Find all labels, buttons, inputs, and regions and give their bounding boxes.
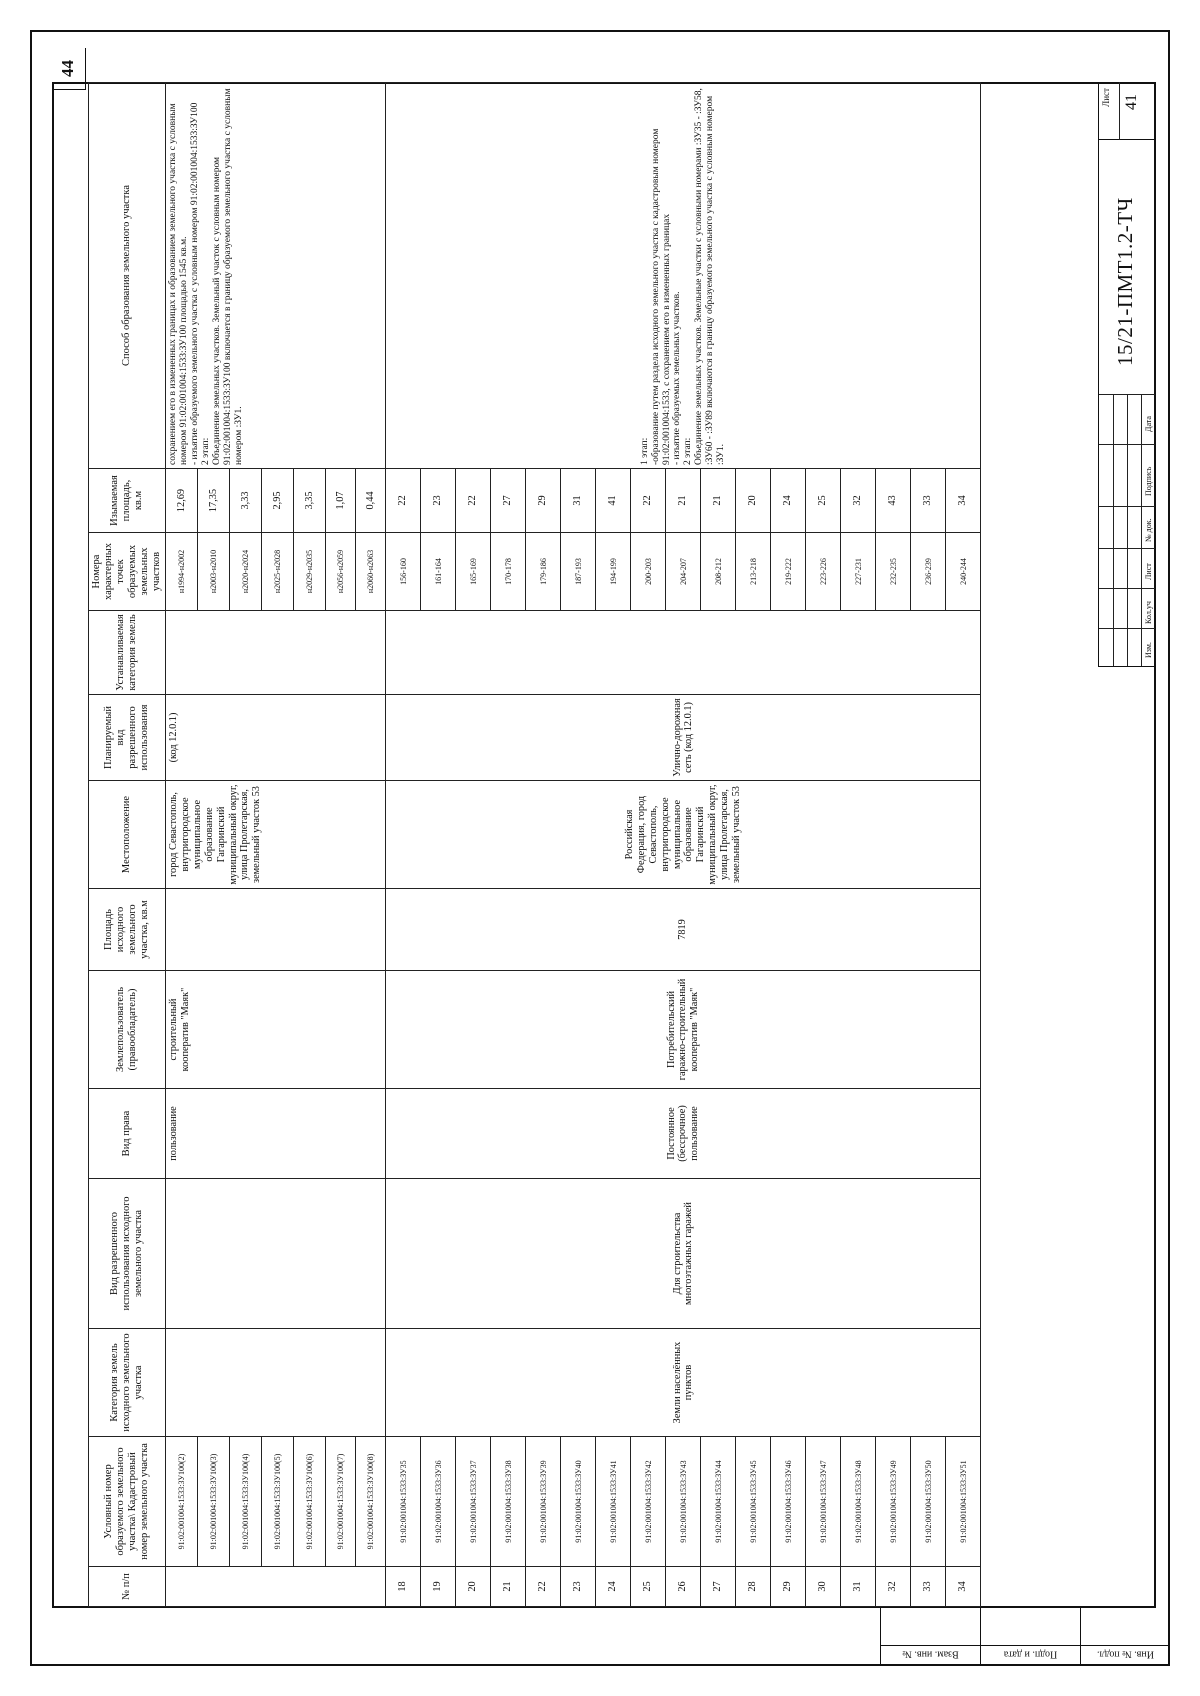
points-cell: н2020-н2024 bbox=[230, 533, 262, 611]
header-cell: Условный номер образуемого земельного участка\ Кадастровый номер земельного участка bbox=[89, 1437, 166, 1567]
header-cell: Местоположение bbox=[89, 781, 166, 889]
points-cell: 240-244 bbox=[946, 533, 981, 611]
source-area-cell bbox=[166, 889, 386, 971]
row-number-cell: 32 bbox=[876, 1567, 911, 1607]
target-category-cell bbox=[166, 611, 386, 695]
document-code: 15/21-ПМТ1.2-ТЧ bbox=[1113, 197, 1137, 366]
row-number-cell: 22 bbox=[526, 1567, 561, 1607]
sheet-cell-line bbox=[1119, 82, 1120, 140]
cadastral-cell: 91:02:001004:1533:ЗУ46 bbox=[771, 1437, 806, 1567]
row-number-cell: 21 bbox=[491, 1567, 526, 1607]
header-cell: Вид права bbox=[89, 1089, 166, 1179]
header-cell: Площадь исходного земельного участка, кв.м bbox=[89, 889, 166, 971]
cadastral-cell: 91:02:001004:1533:ЗУ51 bbox=[946, 1437, 981, 1567]
use-cell bbox=[166, 1179, 386, 1329]
stamp-label-doc: № док. bbox=[1144, 518, 1153, 542]
points-cell: 187-193 bbox=[561, 533, 596, 611]
points-cell: н2056-н2059 bbox=[326, 533, 356, 611]
planned-use-cell: Улично-дорожная сеть (код 12.0.1) bbox=[386, 695, 981, 781]
sheet-number: 41 bbox=[1123, 94, 1140, 110]
cadastral-cell: 91:02:001004:1533:ЗУ45 bbox=[736, 1437, 771, 1567]
points-cell: 219-222 bbox=[771, 533, 806, 611]
row-number-cell: 27 bbox=[701, 1567, 736, 1607]
user-cell: строительный кооператив "Маяк" bbox=[166, 971, 386, 1089]
header-cell: Категория земель исходного земельного участка bbox=[89, 1329, 166, 1437]
user-cell: Потребительский гаражно-строительный кооператив "Маяк" bbox=[386, 971, 981, 1089]
area-cell: 20 bbox=[736, 469, 771, 533]
row-number-cell: 20 bbox=[456, 1567, 491, 1607]
table-row bbox=[386, 83, 421, 1607]
stamp-row-line bbox=[1127, 394, 1128, 666]
points-cell: н1994-н2002 bbox=[166, 533, 198, 611]
area-cell: 31 bbox=[561, 469, 596, 533]
cadastral-cell: 91:02:001004:1533:ЗУ40 bbox=[561, 1437, 596, 1567]
cadastral-cell: 91:02:001004:1533:ЗУ100(2) bbox=[166, 1437, 198, 1567]
area-cell: 27 bbox=[491, 469, 526, 533]
stamp-cell bbox=[1099, 139, 1155, 140]
stamp-row-line bbox=[1141, 394, 1142, 666]
points-cell: н2003-н2010 bbox=[198, 533, 230, 611]
cadastral-cell: 91:02:001004:1533:ЗУ100(4) bbox=[230, 1437, 262, 1567]
area-cell: 43 bbox=[876, 469, 911, 533]
row-number-cell: 33 bbox=[911, 1567, 946, 1607]
area-cell: 3,35 bbox=[294, 469, 326, 533]
location-cell: Российская Федерация, город Севастополь, внутригородское муниципальное образование Гагаринский муниципальный округ, улица Пролетарская, земельный участок 53 bbox=[386, 781, 981, 889]
area-cell: 12,69 bbox=[166, 469, 198, 533]
header-cell: Изымаемая площадь, кв.м bbox=[89, 469, 166, 533]
area-cell: 34 bbox=[946, 469, 981, 533]
stamp-row-line bbox=[1113, 394, 1114, 666]
location-cell: город Севастополь, внутригородское муниципальное образование Гагаринский муниципальный округ, улица Пролетарская, земельный участок 53 bbox=[166, 781, 386, 889]
cadastral-cell: 91:02:001004:1533:ЗУ35 bbox=[386, 1437, 421, 1567]
area-cell: 32 bbox=[841, 469, 876, 533]
table-header-row bbox=[89, 83, 166, 1607]
planned-use-cell: (код 12.0.1) bbox=[166, 695, 386, 781]
header-cell: Номера характерных точек образуемых земельных участков bbox=[89, 533, 166, 611]
area-cell: 22 bbox=[386, 469, 421, 533]
row-number-cell: 30 bbox=[806, 1567, 841, 1607]
header-cell: Способ образования земельного участка bbox=[89, 83, 166, 469]
cadastral-cell: 91:02:001004:1533:ЗУ47 bbox=[806, 1437, 841, 1567]
points-cell: 170-178 bbox=[491, 533, 526, 611]
right-type-cell: пользование bbox=[166, 1089, 386, 1179]
points-cell: 208-212 bbox=[701, 533, 736, 611]
area-cell: 17,35 bbox=[198, 469, 230, 533]
right-type-cell: Постоянное (бессрочное) пользование bbox=[386, 1089, 981, 1179]
cadastral-cell: 91:02:001004:1533:ЗУ39 bbox=[526, 1437, 561, 1567]
use-cell: Для строительства многоэтажных гаражей bbox=[386, 1179, 981, 1329]
land-plots-table bbox=[88, 82, 981, 1607]
stamp-label-date: Дата bbox=[1144, 416, 1153, 432]
points-cell: 194-199 bbox=[596, 533, 631, 611]
area-cell: 21 bbox=[701, 469, 736, 533]
row-number-cell bbox=[166, 1567, 386, 1607]
header-cell: Устанавливаемая категория земель bbox=[89, 611, 166, 695]
stamp-label-list: Лист bbox=[1144, 563, 1153, 580]
area-cell: 22 bbox=[631, 469, 666, 533]
row-number-cell: 28 bbox=[736, 1567, 771, 1607]
sheet-label: Лист bbox=[1101, 88, 1111, 107]
strip-divider bbox=[880, 1645, 1170, 1646]
points-cell: 200-203 bbox=[631, 533, 666, 611]
points-cell: 236-239 bbox=[911, 533, 946, 611]
area-cell: 21 bbox=[666, 469, 701, 533]
cadastral-cell: 91:02:001004:1533:ЗУ49 bbox=[876, 1437, 911, 1567]
cadastral-cell: 91:02:001004:1533:ЗУ48 bbox=[841, 1437, 876, 1567]
cadastral-cell: 91:02:001004:1533:ЗУ100(7) bbox=[326, 1437, 356, 1567]
strip-divider bbox=[980, 1608, 981, 1666]
cadastral-cell: 91:02:001004:1533:ЗУ37 bbox=[456, 1437, 491, 1567]
inv-podl-label: Инв. № подл. bbox=[1097, 1648, 1154, 1660]
category-cell: Земли населённых пунктов bbox=[386, 1329, 981, 1437]
area-cell: 41 bbox=[596, 469, 631, 533]
area-cell: 29 bbox=[526, 469, 561, 533]
strip-divider bbox=[1080, 1608, 1081, 1666]
points-cell: 204-207 bbox=[666, 533, 701, 611]
stamp-label-kol: Кол.уч bbox=[1144, 601, 1153, 624]
vzam-inv-label: Взам. инв. № bbox=[902, 1648, 959, 1660]
cadastral-cell: 91:02:001004:1533:ЗУ100(6) bbox=[294, 1437, 326, 1567]
area-cell: 2,95 bbox=[262, 469, 294, 533]
points-cell: 227-231 bbox=[841, 533, 876, 611]
page-number: 44 bbox=[52, 48, 86, 90]
method-cell: 1 этап: -образование путем раздела исходного земельного участка с кадастровым номером 91:02:001004:1533, с сохранением его в измененных границах - изъятие образуемых земельных участков. 2 этап: Объединение земельных участков. Земельные участки с условными номерами :ЗУ35 - :ЗУ58, :ЗУ60 - :ЗУ89 включаются в границу образуемого земельного участка с условным номером :ЗУ1. bbox=[386, 83, 981, 469]
header-cell: Вид разрешенного использования исходного земельного участка bbox=[89, 1179, 166, 1329]
row-number-cell: 29 bbox=[771, 1567, 806, 1607]
area-cell: 0,44 bbox=[356, 469, 386, 533]
row-number-cell: 24 bbox=[596, 1567, 631, 1607]
strip-divider bbox=[880, 1608, 881, 1666]
area-cell: 1,07 bbox=[326, 469, 356, 533]
title-block bbox=[1098, 83, 1156, 667]
points-cell: 223-226 bbox=[806, 533, 841, 611]
table-row bbox=[166, 83, 198, 1607]
row-number-cell: 31 bbox=[841, 1567, 876, 1607]
row-number-cell: 18 bbox=[386, 1567, 421, 1607]
cadastral-cell: 91:02:001004:1533:ЗУ100(8) bbox=[356, 1437, 386, 1567]
cadastral-cell: 91:02:001004:1533:ЗУ100(3) bbox=[198, 1437, 230, 1567]
area-cell: 22 bbox=[456, 469, 491, 533]
points-cell: 179-186 bbox=[526, 533, 561, 611]
points-cell: 161-164 bbox=[421, 533, 456, 611]
points-cell: 213-218 bbox=[736, 533, 771, 611]
points-cell: 165-169 bbox=[456, 533, 491, 611]
cadastral-cell: 91:02:001004:1533:ЗУ50 bbox=[911, 1437, 946, 1567]
area-cell: 25 bbox=[806, 469, 841, 533]
row-number-cell: 19 bbox=[421, 1567, 456, 1607]
cadastral-cell: 91:02:001004:1533:ЗУ36 bbox=[421, 1437, 456, 1567]
header-cell: Землепользователь (правообладатель) bbox=[89, 971, 166, 1089]
cadastral-cell: 91:02:001004:1533:ЗУ100(5) bbox=[262, 1437, 294, 1567]
cadastral-cell: 91:02:001004:1533:ЗУ44 bbox=[701, 1437, 736, 1567]
area-cell: 3,33 bbox=[230, 469, 262, 533]
row-number-cell: 23 bbox=[561, 1567, 596, 1607]
area-cell: 24 bbox=[771, 469, 806, 533]
header-cell: Планируемый вид разрешенного использования bbox=[89, 695, 166, 781]
category-cell bbox=[166, 1329, 386, 1437]
row-number-cell: 26 bbox=[666, 1567, 701, 1607]
points-cell: н2025-н2028 bbox=[262, 533, 294, 611]
target-category-cell bbox=[386, 611, 981, 695]
points-cell: 156-160 bbox=[386, 533, 421, 611]
points-cell: н2060-н2063 bbox=[356, 533, 386, 611]
stamp-label-sign: Подпись bbox=[1144, 466, 1153, 496]
cadastral-cell: 91:02:001004:1533:ЗУ41 bbox=[596, 1437, 631, 1567]
podp-date-label: Подп. и дата bbox=[1003, 1648, 1058, 1660]
cadastral-cell: 91:02:001004:1533:ЗУ38 bbox=[491, 1437, 526, 1567]
source-area-cell: 7819 bbox=[386, 889, 981, 971]
points-cell: 232-235 bbox=[876, 533, 911, 611]
header-cell: № п/п bbox=[89, 1567, 166, 1607]
cadastral-cell: 91:02:001004:1533:ЗУ42 bbox=[631, 1437, 666, 1567]
area-cell: 33 bbox=[911, 469, 946, 533]
points-cell: н2029-н2035 bbox=[294, 533, 326, 611]
row-number-cell: 34 bbox=[946, 1567, 981, 1607]
area-cell: 23 bbox=[421, 469, 456, 533]
cadastral-cell: 91:02:001004:1533:ЗУ43 bbox=[666, 1437, 701, 1567]
row-number-cell: 25 bbox=[631, 1567, 666, 1607]
stamp-label-izm: Изм. bbox=[1144, 642, 1153, 658]
method-cell: сохранением его в измененных границах и образованием земельного участка с условным номером 91:02:001004:1533:ЗУ100 площадью 1545 кв.м. - изъятие образуемого земельного участка с условным номером 91:02:001004:1533:ЗУ100 2 этап: Объединение земельных участков. Земельный участок с условным номером 91:02:001004:1533:ЗУ100 включается в границу образуемого земельного участка с условным номером :ЗУ1. bbox=[166, 83, 386, 469]
